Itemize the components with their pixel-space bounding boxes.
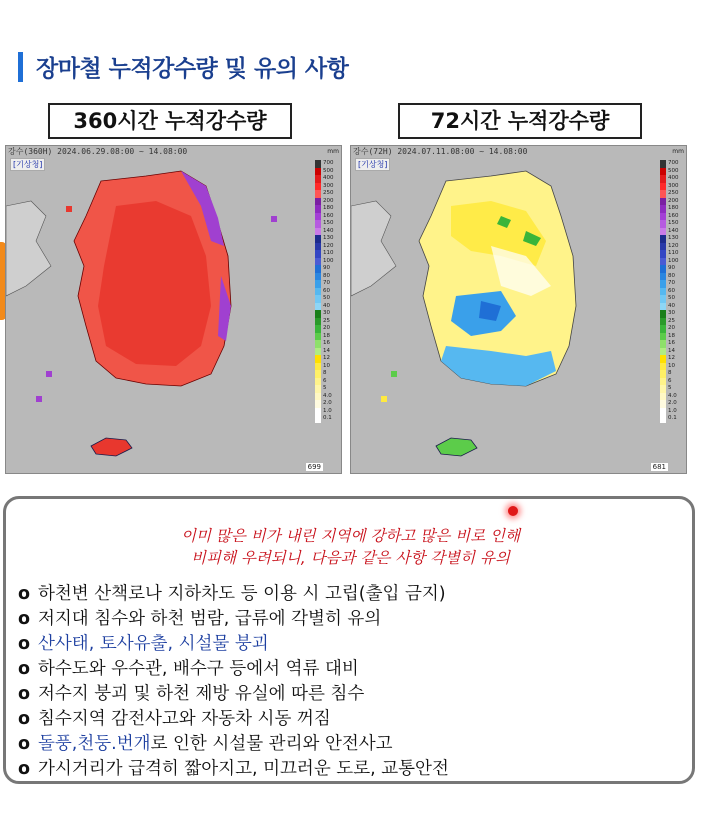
scale-label: 70 [668, 280, 675, 286]
scale-swatch [315, 325, 321, 333]
scale-swatch [315, 220, 321, 228]
color-scale-72h [660, 148, 684, 423]
scale-swatch [660, 250, 666, 258]
map-header-text: 강수(360H) 2024.06.29.08:00 ~ 14.08:00 [8, 147, 188, 156]
warning-line-1: 이미 많은 비가 내린 지역에 강하고 많은 비로 인해 [181, 527, 520, 545]
scale-label: 500 [668, 167, 679, 174]
scale-label: 250 [668, 190, 679, 196]
precaution-list [18, 582, 449, 782]
scale-step [315, 250, 339, 258]
scale-swatch [315, 175, 321, 183]
scale-label: 10 [668, 362, 675, 369]
scale-label: 180 [668, 205, 679, 211]
scale-label: 300 [323, 182, 334, 189]
scale-swatch [660, 183, 666, 191]
scale-label: 100 [323, 257, 334, 264]
scale-step [660, 175, 684, 183]
scale-step [660, 168, 684, 176]
scale-swatch [315, 258, 321, 266]
scale-label: 0.1 [323, 415, 332, 421]
scale-swatch [660, 220, 666, 228]
scale-label: 110 [668, 250, 679, 256]
list-item: o 돌풍,천둥.번개로 인한 시설물 관리와 안전사고 [18, 732, 449, 757]
scale-step [315, 310, 339, 318]
scale-swatch [660, 303, 666, 311]
scale-step [660, 400, 684, 408]
scale-label: 2.0 [668, 400, 677, 406]
scale-swatch [660, 235, 666, 243]
list-item: o 가시거리가 급격히 짧아지고, 미끄러운 도로, 교통안전 [18, 757, 449, 782]
scale-swatch [660, 198, 666, 206]
scale-label: 120 [668, 242, 679, 249]
scale-step [315, 235, 339, 243]
scale-label: 110 [323, 250, 334, 256]
scale-swatch [315, 273, 321, 281]
scale-step [660, 325, 684, 333]
scale-step [660, 310, 684, 318]
scale-label: 8 [323, 370, 327, 376]
scale-swatch [660, 415, 666, 423]
scale-step [315, 228, 339, 236]
scale-label: 16 [323, 340, 330, 346]
scale-label: 20 [668, 325, 675, 331]
scale-label: 140 [323, 227, 334, 234]
korea-map-72h [351, 146, 661, 473]
scale-step [315, 243, 339, 251]
scale-swatch [660, 318, 666, 326]
map-id-label: 699 [307, 463, 321, 471]
scale-label: 4.0 [668, 392, 677, 399]
scale-step [315, 168, 339, 176]
scale-swatch [660, 190, 666, 198]
bullet-icon: o [18, 709, 31, 729]
bullet-icon: o [18, 684, 31, 704]
scale-step [660, 363, 684, 371]
scale-label: 30 [323, 310, 330, 316]
scale-swatch [660, 378, 666, 386]
bullet-icon: o [18, 734, 31, 754]
scale-step [315, 303, 339, 311]
scale-swatch [660, 325, 666, 333]
scale-swatch [660, 295, 666, 303]
scale-step [660, 160, 684, 168]
scale-rows [315, 160, 339, 423]
scale-label: 6 [323, 377, 327, 384]
scale-label: 100 [668, 257, 679, 264]
scale-swatch [660, 385, 666, 393]
list-item: o 하수도와 우수관, 배수구 등에서 역류 대비 [18, 657, 449, 682]
scale-swatch [315, 228, 321, 236]
scale-swatch [315, 363, 321, 371]
scale-swatch [660, 273, 666, 281]
scale-label: 180 [323, 205, 334, 211]
scale-swatch [315, 310, 321, 318]
scale-swatch [315, 303, 321, 311]
scale-step [660, 190, 684, 198]
scale-step [660, 378, 684, 386]
scale-step [315, 295, 339, 303]
scale-swatch [315, 348, 321, 356]
bullet-icon: o [18, 584, 31, 604]
scale-swatch [660, 280, 666, 288]
scale-swatch [315, 415, 321, 423]
scale-step [660, 183, 684, 191]
scale-rows [660, 160, 684, 423]
scale-label: 160 [668, 212, 679, 219]
scale-swatch [315, 295, 321, 303]
scale-step [315, 393, 339, 401]
list-item: o 저수지 붕괴 및 하천 제방 유실에 따른 침수 [18, 682, 449, 707]
map-source-label: [기상청] [355, 158, 390, 171]
list-item: o 산사태, 토사유출, 시설물 붕괴 [18, 632, 449, 657]
scale-step [660, 213, 684, 221]
scale-step [660, 393, 684, 401]
scale-step [315, 325, 339, 333]
scale-label: 60 [323, 287, 330, 294]
scale-step [660, 288, 684, 296]
scale-swatch [315, 168, 321, 176]
scale-swatch [315, 400, 321, 408]
scale-label: 50 [668, 295, 675, 301]
scale-unit: mm [327, 148, 339, 155]
scale-swatch [315, 378, 321, 386]
scale-label: 70 [323, 280, 330, 286]
scale-swatch [315, 198, 321, 206]
scale-label: 140 [668, 227, 679, 234]
map-label-360h: 360시간 누적강수량 [48, 103, 292, 139]
scale-label: 18 [323, 332, 330, 339]
scale-label: 50 [323, 295, 330, 301]
scale-swatch [315, 250, 321, 258]
scale-label: 30 [668, 310, 675, 316]
scale-swatch [315, 190, 321, 198]
scale-swatch [315, 160, 321, 168]
scale-step [315, 318, 339, 326]
scale-swatch [315, 265, 321, 273]
scale-label: 200 [668, 197, 679, 204]
scale-label: 14 [323, 347, 330, 354]
scale-step [315, 378, 339, 386]
scale-step [660, 303, 684, 311]
map-id-label: 681 [652, 463, 666, 471]
scale-swatch [660, 265, 666, 273]
scale-step [315, 273, 339, 281]
scale-label: 5 [668, 385, 672, 391]
scale-step [315, 340, 339, 348]
scale-label: 130 [668, 235, 679, 241]
scale-label: 700 [668, 160, 679, 166]
scale-swatch [315, 370, 321, 378]
scale-step [660, 318, 684, 326]
scale-label: 16 [668, 340, 675, 346]
scale-label: 0.1 [668, 415, 677, 421]
pointer-dot [508, 506, 518, 516]
scale-step [660, 258, 684, 266]
scale-step [315, 220, 339, 228]
scale-swatch [315, 205, 321, 213]
page-title: 장마철 누적강수량 및 유의 사항 [36, 56, 349, 82]
scale-step [315, 355, 339, 363]
scale-swatch [660, 205, 666, 213]
scale-swatch [660, 310, 666, 318]
scale-swatch [315, 213, 321, 221]
scale-step [660, 415, 684, 423]
scale-step [315, 160, 339, 168]
scale-label: 18 [668, 332, 675, 339]
scale-label: 6 [668, 377, 672, 384]
scale-step [660, 408, 684, 416]
scale-label: 25 [668, 317, 675, 324]
rainfall-map-72h [350, 145, 687, 474]
scale-unit: mm [672, 148, 684, 155]
scale-swatch [315, 355, 321, 363]
scale-label: 14 [668, 347, 675, 354]
scale-step [315, 415, 339, 423]
list-item: o 침수지역 감전사고와 자동차 시동 꺼짐 [18, 707, 449, 732]
scale-label: 1.0 [323, 407, 332, 414]
bullet-icon: o [18, 759, 31, 779]
scale-swatch [315, 288, 321, 296]
bullet-icon: o [18, 609, 31, 629]
scale-step [660, 385, 684, 393]
scale-step [660, 355, 684, 363]
scale-label: 90 [323, 265, 330, 271]
scale-swatch [660, 370, 666, 378]
scale-step [660, 220, 684, 228]
scale-step [315, 265, 339, 273]
scale-label: 80 [668, 272, 675, 279]
scale-step [315, 280, 339, 288]
scale-label: 90 [668, 265, 675, 271]
scale-step [315, 348, 339, 356]
scale-label: 20 [323, 325, 330, 331]
scale-step [660, 295, 684, 303]
scale-label: 250 [323, 190, 334, 196]
scale-label: 1.0 [668, 407, 677, 414]
scale-label: 120 [323, 242, 334, 249]
scale-swatch [315, 393, 321, 401]
scale-label: 300 [668, 182, 679, 189]
scale-label: 160 [323, 212, 334, 219]
scale-label: 5 [323, 385, 327, 391]
color-scale-360h [315, 148, 339, 423]
scale-step [315, 400, 339, 408]
scale-step [315, 198, 339, 206]
scale-label: 25 [323, 317, 330, 324]
scale-label: 150 [668, 220, 679, 226]
scale-swatch [315, 243, 321, 251]
scale-label: 60 [668, 287, 675, 294]
list-item: o 저지대 침수와 하천 범람, 급류에 각별히 유의 [18, 607, 449, 632]
scale-swatch [660, 175, 666, 183]
scale-step [315, 370, 339, 378]
bullet-icon: o [18, 659, 31, 679]
map-label-72h: 72시간 누적강수량 [398, 103, 642, 139]
scale-label: 80 [323, 272, 330, 279]
scale-label: 500 [323, 167, 334, 174]
scale-step [315, 408, 339, 416]
rainfall-map-360h [5, 145, 342, 474]
scale-label: 8 [668, 370, 672, 376]
scale-swatch [315, 340, 321, 348]
scale-swatch [315, 280, 321, 288]
scale-swatch [660, 408, 666, 416]
scale-swatch [660, 160, 666, 168]
scale-step [315, 205, 339, 213]
scale-step [315, 333, 339, 341]
title-accent-bar [18, 52, 23, 82]
scale-swatch [660, 288, 666, 296]
scale-step [660, 340, 684, 348]
scale-label: 40 [668, 302, 675, 309]
scale-swatch [660, 363, 666, 371]
scale-label: 4.0 [323, 392, 332, 399]
scale-step [315, 385, 339, 393]
scale-swatch [660, 355, 666, 363]
scale-label: 400 [323, 175, 334, 181]
scale-label: 700 [323, 160, 334, 166]
scale-label: 10 [323, 362, 330, 369]
scale-step [315, 175, 339, 183]
scale-swatch [660, 213, 666, 221]
scale-step [315, 258, 339, 266]
map-source-label: [기상청] [10, 158, 45, 171]
scale-swatch [660, 333, 666, 341]
scale-label: 200 [323, 197, 334, 204]
scale-step [660, 280, 684, 288]
scale-swatch [660, 393, 666, 401]
scale-step [660, 370, 684, 378]
scale-step [660, 250, 684, 258]
scale-step [660, 205, 684, 213]
scale-step [315, 363, 339, 371]
scale-step [315, 288, 339, 296]
scale-swatch [660, 243, 666, 251]
scale-step [660, 265, 684, 273]
scale-swatch [660, 168, 666, 176]
scale-swatch [315, 333, 321, 341]
scale-label: 12 [668, 355, 675, 361]
scale-swatch [315, 408, 321, 416]
scale-label: 400 [668, 175, 679, 181]
scale-swatch [660, 348, 666, 356]
scale-label: 130 [323, 235, 334, 241]
scale-swatch [660, 340, 666, 348]
scale-step [660, 228, 684, 236]
map-header-text: 강수(72H) 2024.07.11.08:00 ~ 14.08:00 [353, 147, 528, 156]
scale-swatch [660, 400, 666, 408]
scale-step [660, 348, 684, 356]
bullet-icon: o [18, 634, 31, 654]
scale-step [315, 213, 339, 221]
scale-swatch [660, 228, 666, 236]
scale-swatch [315, 318, 321, 326]
scale-label: 150 [323, 220, 334, 226]
list-item: o 하천변 산책로나 지하차도 등 이용 시 고립(출입 금지) [18, 582, 449, 607]
scale-step [315, 190, 339, 198]
scale-step [315, 183, 339, 191]
korea-map-360h [6, 146, 316, 473]
scale-swatch [315, 235, 321, 243]
scale-label: 2.0 [323, 400, 332, 406]
scale-step [660, 273, 684, 281]
scale-step [660, 333, 684, 341]
scale-swatch [315, 183, 321, 191]
scale-label: 40 [323, 302, 330, 309]
scale-swatch [315, 385, 321, 393]
scale-step [660, 243, 684, 251]
scale-step [660, 198, 684, 206]
scale-label: 12 [323, 355, 330, 361]
scale-step [660, 235, 684, 243]
warning-line-2: 비피해 우려되니, 다음과 같은 사항 각별히 유의 [191, 549, 510, 567]
scale-swatch [660, 258, 666, 266]
